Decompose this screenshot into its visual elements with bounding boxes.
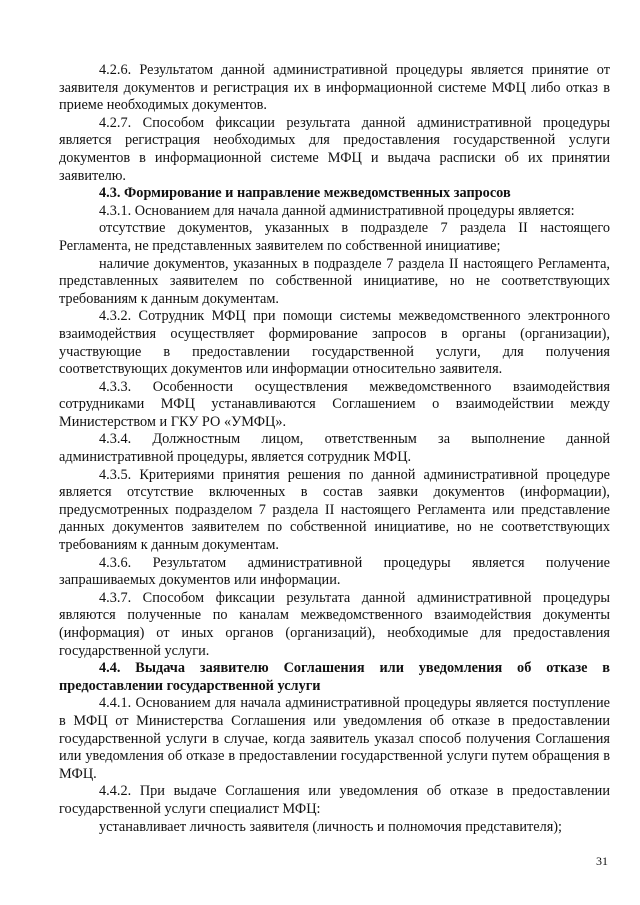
section-heading-4-4: 4.4. Выдача заявителю Соглашения или уведомления об отказе в предоставлении государственной услуги bbox=[59, 660, 610, 694]
paragraph-4-3-4: 4.3.4. Должностным лицом, ответственным за выполнение данной административной процедуры, является сотрудник МФЦ. bbox=[59, 431, 610, 466]
paragraph-4-3-2: 4.3.2. Сотрудник МФЦ при помощи системы межведомственного электронного взаимодействия осуществляет формирование запросов в органы (организации), участвующие в предоставлении государственной услуги, для получения соответствующих документов или информации относительно заявителя. bbox=[59, 308, 610, 378]
list-item-presence: наличие документов, указанных в подразделе 7 раздела II настоящего Регламента, представленных заявителем по собственной инициативе, но не соответствующих требованиям к данным документам. bbox=[59, 255, 610, 307]
list-item-absence: отсутствие документов, указанных в подразделе 7 раздела II настоящего Регламента, не представленных заявителем по собственной инициативе; bbox=[59, 220, 610, 254]
paragraph-4-3-5: 4.3.5. Критериями принятия решения по данной административной процедуре является отсутствие включенных в состав заявки документов (информации), предусмотренных подразделом 7 раздела II настоящего Регламента или представление данных документов заявителем по собственной инициативе, но не соответствующих требованиям к данным документам. bbox=[59, 466, 610, 554]
paragraph-4-4-1: 4.4.1. Основанием для начала административной процедуры является поступление в МФЦ от Министерства Соглашения или уведомления об отказе в предоставлении государственной услуги в случае, когда заявитель указал способ получения Соглашения или уведомления об отказе в предоставлении государственной услуги путем обращения в МФЦ. bbox=[59, 695, 610, 782]
page-number: 31 bbox=[596, 854, 608, 868]
paragraph-4-3-1: 4.3.1. Основанием для начала данной административной процедуры является: bbox=[99, 202, 575, 219]
paragraph-4-3-6: 4.3.6. Результатом административной процедуры является получение запрашиваемых документов или информации. bbox=[59, 554, 610, 589]
paragraph-4-4-2: 4.4.2. При выдаче Соглашения или уведомления об отказе в предоставлении государственной услуги специалист МФЦ: bbox=[59, 783, 610, 817]
list-item-identity: устанавливает личность заявителя (личность и полномочия представителя); bbox=[99, 818, 563, 835]
document-page bbox=[59, 62, 610, 836]
paragraph-4-2-6: 4.2.6. Результатом данной административной процедуры является принятие от заявителя документов и регистрация их в информационной системе МФЦ либо отказ в приеме необходимых документов. bbox=[59, 62, 610, 114]
paragraph-4-3-7: 4.3.7. Способом фиксации результата данной административной процедуры являются полученные по каналам межведомственного взаимодействия документы (информация) от иных органов (организаций), необходимые для предоставления государственной услуги. bbox=[59, 589, 610, 659]
section-heading-4-3: 4.3. Формирование и направление межведомственных запросов bbox=[99, 185, 511, 202]
paragraph-4-3-3: 4.3.3. Особенности осуществления межведомственного взаимодействия сотрудниками МФЦ устанавливаются Соглашением о взаимодействии между Министерством и ГКУ РО «УМФЦ». bbox=[59, 378, 610, 430]
paragraph-4-2-7: 4.2.7. Способом фиксации результата данной административной процедуры является регистрация необходимых для предоставления государственной услуги документов в информационной системе МФЦ и выдача расписки об их принятии заявителю. bbox=[59, 114, 610, 184]
